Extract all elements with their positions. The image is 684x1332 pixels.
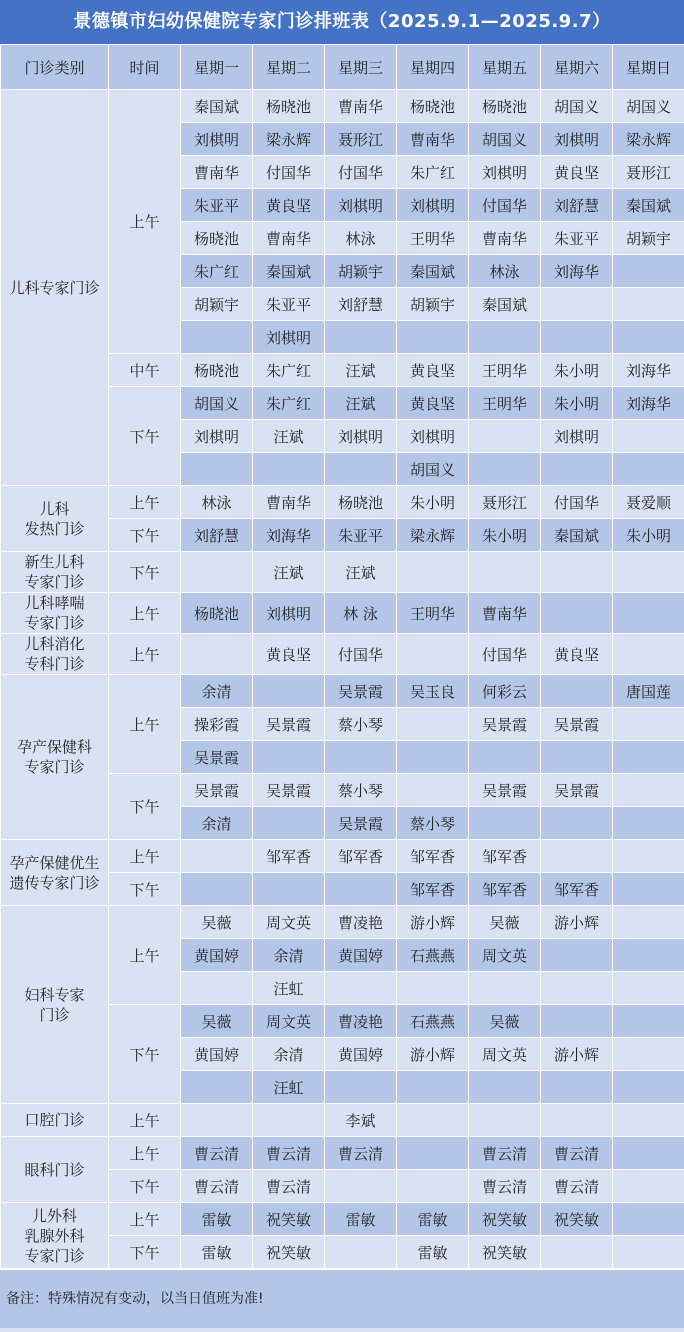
- doctor-cell: 胡国义: [613, 90, 684, 123]
- doctor-cell: [469, 420, 541, 453]
- doctor-cell: [541, 939, 613, 972]
- doctor-cell: 秦国斌: [253, 255, 325, 288]
- doctor-cell: 林 泳: [325, 593, 397, 634]
- doctor-cell: 祝笑敏: [469, 1203, 541, 1236]
- doctor-cell: 秦国斌: [541, 519, 613, 552]
- doctor-cell: 刘棋明: [541, 420, 613, 453]
- doctor-cell: [325, 873, 397, 906]
- time-cell: 上午: [109, 840, 181, 873]
- doctor-cell: 余清: [181, 807, 253, 840]
- category-cell: 儿科专家门诊: [1, 90, 109, 486]
- doctor-cell: 曹云清: [253, 1170, 325, 1203]
- doctor-cell: 刘海华: [613, 354, 684, 387]
- doctor-cell: [613, 453, 684, 486]
- doctor-cell: [613, 321, 684, 354]
- doctor-cell: 胡颖宇: [613, 222, 684, 255]
- doctor-cell: [613, 741, 684, 774]
- doctor-cell: [613, 634, 684, 675]
- doctor-cell: [613, 906, 684, 939]
- time-cell: 下午: [109, 552, 181, 593]
- category-cell: 儿科消化 专科门诊: [1, 634, 109, 675]
- doctor-cell: 吴薇: [181, 906, 253, 939]
- doctor-cell: 曹南华: [253, 222, 325, 255]
- doctor-cell: 胡国义: [397, 453, 469, 486]
- page-title: 景德镇市妇幼保健院专家门诊排班表（2025.9.1—2025.9.7）: [0, 0, 684, 44]
- time-cell: 下午: [109, 873, 181, 906]
- doctor-cell: 石燕燕: [397, 939, 469, 972]
- doctor-cell: [613, 1071, 684, 1104]
- doctor-cell: [325, 1236, 397, 1269]
- category-cell: 孕产保健优生 遗传专家门诊: [1, 840, 109, 906]
- header-category: 门诊类别: [1, 45, 109, 90]
- doctor-cell: [541, 972, 613, 1005]
- header-time: 时间: [109, 45, 181, 90]
- doctor-cell: [613, 255, 684, 288]
- doctor-cell: [613, 807, 684, 840]
- doctor-cell: [469, 453, 541, 486]
- category-cell: 口腔门诊: [1, 1104, 109, 1137]
- doctor-cell: 杨晓池: [325, 486, 397, 519]
- doctor-cell: 曹凌艳: [325, 1005, 397, 1038]
- doctor-cell: 杨晓池: [253, 90, 325, 123]
- doctor-cell: 吴景霞: [469, 774, 541, 807]
- doctor-cell: 吴景霞: [253, 774, 325, 807]
- time-cell: 下午: [109, 387, 181, 486]
- doctor-cell: [253, 1104, 325, 1137]
- doctor-cell: [181, 634, 253, 675]
- category-cell: 孕产保健科 专家门诊: [1, 675, 109, 840]
- doctor-cell: 黄国婷: [325, 939, 397, 972]
- category-cell: 儿科哮喘 专家门诊: [1, 593, 109, 634]
- doctor-cell: 汪斌: [325, 552, 397, 593]
- doctor-cell: [613, 1236, 684, 1269]
- doctor-cell: 林泳: [469, 255, 541, 288]
- doctor-cell: 蔡小琴: [325, 708, 397, 741]
- table-row: [1, 1137, 684, 1170]
- doctor-cell: [541, 288, 613, 321]
- doctor-cell: [325, 741, 397, 774]
- doctor-cell: 邹军香: [541, 873, 613, 906]
- time-cell: 中午: [109, 354, 181, 387]
- doctor-cell: 刘棋明: [325, 420, 397, 453]
- doctor-cell: 曹南华: [469, 593, 541, 634]
- time-cell: 下午: [109, 1005, 181, 1104]
- doctor-cell: 付国华: [325, 634, 397, 675]
- doctor-cell: 刘棋明: [397, 420, 469, 453]
- doctor-cell: 杨晓池: [397, 90, 469, 123]
- doctor-cell: 林泳: [325, 222, 397, 255]
- doctor-cell: 朱亚平: [253, 288, 325, 321]
- doctor-cell: 刘棋明: [181, 420, 253, 453]
- doctor-cell: [613, 1203, 684, 1236]
- header-monday: 星期一: [181, 45, 253, 90]
- doctor-cell: [613, 1170, 684, 1203]
- doctor-cell: [397, 1137, 469, 1170]
- doctor-cell: 汪斌: [325, 354, 397, 387]
- doctor-cell: [397, 634, 469, 675]
- doctor-cell: 聂爱顺: [613, 486, 684, 519]
- doctor-cell: 邹军香: [397, 873, 469, 906]
- doctor-cell: 黄良坚: [397, 387, 469, 420]
- doctor-cell: [613, 593, 684, 634]
- doctor-cell: 杨晓池: [469, 90, 541, 123]
- doctor-cell: 王明华: [397, 222, 469, 255]
- doctor-cell: 刘棋明: [325, 189, 397, 222]
- doctor-cell: 黄良坚: [253, 189, 325, 222]
- doctor-cell: 曹凌艳: [325, 906, 397, 939]
- doctor-cell: 吴薇: [469, 906, 541, 939]
- doctor-cell: 游小辉: [397, 906, 469, 939]
- doctor-cell: 秦国斌: [397, 255, 469, 288]
- doctor-cell: 付国华: [325, 156, 397, 189]
- doctor-cell: 胡国义: [541, 90, 613, 123]
- doctor-cell: [469, 807, 541, 840]
- category-cell: 妇科专家 门诊: [1, 906, 109, 1104]
- doctor-cell: [397, 552, 469, 593]
- doctor-cell: 余清: [181, 675, 253, 708]
- doctor-cell: [181, 840, 253, 873]
- doctor-cell: [541, 1236, 613, 1269]
- doctor-cell: [181, 552, 253, 593]
- doctor-cell: 黄良坚: [541, 634, 613, 675]
- doctor-cell: 游小辉: [397, 1038, 469, 1071]
- doctor-cell: 付国华: [253, 156, 325, 189]
- doctor-cell: 曹南华: [253, 486, 325, 519]
- doctor-cell: 曹南华: [181, 156, 253, 189]
- doctor-cell: 吴景霞: [325, 807, 397, 840]
- doctor-cell: [325, 1170, 397, 1203]
- doctor-cell: 周文英: [253, 906, 325, 939]
- doctor-cell: 余清: [253, 1038, 325, 1071]
- doctor-cell: 汪斌: [253, 552, 325, 593]
- doctor-cell: 梁永辉: [613, 123, 684, 156]
- doctor-cell: [613, 774, 684, 807]
- header-wednesday: 星期三: [325, 45, 397, 90]
- doctor-cell: [325, 453, 397, 486]
- doctor-cell: 王明华: [469, 354, 541, 387]
- table-row: [1, 840, 684, 873]
- doctor-cell: 曹南华: [469, 222, 541, 255]
- time-cell: 上午: [109, 675, 181, 774]
- doctor-cell: 曹云清: [469, 1170, 541, 1203]
- time-cell: 下午: [109, 519, 181, 552]
- header-thursday: 星期四: [397, 45, 469, 90]
- doctor-cell: 付国华: [541, 486, 613, 519]
- doctor-cell: [181, 1104, 253, 1137]
- doctor-cell: 刘棋明: [253, 593, 325, 634]
- doctor-cell: 蔡小琴: [325, 774, 397, 807]
- doctor-cell: 曹南华: [397, 123, 469, 156]
- category-cell: 新生儿科 专家门诊: [1, 552, 109, 593]
- table-row: [1, 552, 684, 593]
- doctor-cell: [613, 1104, 684, 1137]
- doctor-cell: 吴景霞: [541, 708, 613, 741]
- doctor-cell: 黄良坚: [397, 354, 469, 387]
- doctor-cell: 黄国婷: [325, 1038, 397, 1071]
- doctor-cell: 曹云清: [181, 1170, 253, 1203]
- doctor-cell: 吴景霞: [181, 741, 253, 774]
- time-cell: 上午: [109, 1203, 181, 1236]
- doctor-cell: [397, 708, 469, 741]
- doctor-cell: [397, 972, 469, 1005]
- doctor-cell: 梁永辉: [397, 519, 469, 552]
- time-cell: 下午: [109, 774, 181, 840]
- doctor-cell: [613, 420, 684, 453]
- doctor-cell: 曹云清: [541, 1137, 613, 1170]
- doctor-cell: [541, 741, 613, 774]
- doctor-cell: [613, 939, 684, 972]
- doctor-cell: [613, 840, 684, 873]
- doctor-cell: 王明华: [397, 593, 469, 634]
- schedule-table: [0, 44, 684, 1269]
- doctor-cell: 聂形江: [613, 156, 684, 189]
- time-cell: 上午: [109, 486, 181, 519]
- doctor-cell: 秦国斌: [613, 189, 684, 222]
- time-cell: 上午: [109, 906, 181, 1005]
- doctor-cell: [613, 552, 684, 593]
- time-cell: 下午: [109, 1236, 181, 1269]
- doctor-cell: 何彩云: [469, 675, 541, 708]
- doctor-cell: 汪斌: [253, 420, 325, 453]
- table-row: [1, 90, 684, 123]
- doctor-cell: 刘海华: [541, 255, 613, 288]
- doctor-cell: 杨晓池: [181, 593, 253, 634]
- doctor-cell: [325, 972, 397, 1005]
- table-row: [1, 634, 684, 675]
- doctor-cell: 刘舒慧: [541, 189, 613, 222]
- footer-note: 备注：特殊情况有变动，以当日值班为准!: [0, 1269, 684, 1328]
- doctor-cell: 游小辉: [541, 906, 613, 939]
- doctor-cell: [541, 1071, 613, 1104]
- doctor-cell: 周文英: [253, 1005, 325, 1038]
- doctor-cell: 祝笑敏: [253, 1236, 325, 1269]
- doctor-cell: [181, 1071, 253, 1104]
- doctor-cell: 朱广红: [253, 387, 325, 420]
- doctor-cell: 朱广红: [397, 156, 469, 189]
- doctor-cell: [181, 453, 253, 486]
- doctor-cell: 付国华: [469, 189, 541, 222]
- doctor-cell: 吴薇: [469, 1005, 541, 1038]
- doctor-cell: [613, 873, 684, 906]
- category-cell: 眼科门诊: [1, 1137, 109, 1203]
- doctor-cell: 黄良坚: [253, 634, 325, 675]
- doctor-cell: [253, 741, 325, 774]
- doctor-cell: 朱小明: [397, 486, 469, 519]
- doctor-cell: 邹军香: [469, 873, 541, 906]
- doctor-cell: [541, 552, 613, 593]
- doctor-cell: 祝笑敏: [541, 1203, 613, 1236]
- doctor-cell: [541, 593, 613, 634]
- time-cell: 上午: [109, 634, 181, 675]
- doctor-cell: 胡颖宇: [325, 255, 397, 288]
- doctor-cell: 胡颖宇: [181, 288, 253, 321]
- doctor-cell: 朱小明: [541, 387, 613, 420]
- doctor-cell: 刘棋明: [469, 156, 541, 189]
- doctor-cell: 吴景霞: [541, 774, 613, 807]
- doctor-cell: 朱小明: [469, 519, 541, 552]
- doctor-cell: 朱小明: [541, 354, 613, 387]
- doctor-cell: 曹云清: [181, 1137, 253, 1170]
- doctor-cell: 曹云清: [541, 1170, 613, 1203]
- doctor-cell: 聂形江: [325, 123, 397, 156]
- category-cell: 儿科 发热门诊: [1, 486, 109, 552]
- doctor-cell: 吴景霞: [325, 675, 397, 708]
- doctor-cell: [613, 1038, 684, 1071]
- doctor-cell: 朱亚平: [325, 519, 397, 552]
- doctor-cell: 邹军香: [469, 840, 541, 873]
- time-cell: 上午: [109, 593, 181, 634]
- doctor-cell: [181, 321, 253, 354]
- doctor-cell: 秦国斌: [469, 288, 541, 321]
- time-cell: 上午: [109, 1137, 181, 1170]
- doctor-cell: 朱广红: [181, 255, 253, 288]
- doctor-cell: 操彩霞: [181, 708, 253, 741]
- doctor-cell: [325, 321, 397, 354]
- time-cell: 上午: [109, 1104, 181, 1137]
- doctor-cell: [397, 321, 469, 354]
- doctor-cell: 刘舒慧: [325, 288, 397, 321]
- doctor-cell: [397, 1104, 469, 1137]
- doctor-cell: [469, 741, 541, 774]
- doctor-cell: 汪斌: [325, 387, 397, 420]
- doctor-cell: [613, 708, 684, 741]
- doctor-cell: [541, 675, 613, 708]
- doctor-cell: 吴景霞: [181, 774, 253, 807]
- header-sunday: 星期日: [613, 45, 684, 90]
- doctor-cell: 胡颖宇: [397, 288, 469, 321]
- doctor-cell: [613, 1137, 684, 1170]
- doctor-cell: 蔡小琴: [397, 807, 469, 840]
- doctor-cell: [541, 807, 613, 840]
- doctor-cell: 石燕燕: [397, 1005, 469, 1038]
- doctor-cell: [613, 288, 684, 321]
- doctor-cell: 雷敏: [397, 1203, 469, 1236]
- table-row: [1, 593, 684, 634]
- doctor-cell: 朱亚平: [181, 189, 253, 222]
- doctor-cell: [181, 873, 253, 906]
- doctor-cell: 周文英: [469, 939, 541, 972]
- doctor-cell: 聂形江: [469, 486, 541, 519]
- doctor-cell: [397, 774, 469, 807]
- doctor-cell: [541, 1005, 613, 1038]
- doctor-cell: 胡国义: [181, 387, 253, 420]
- doctor-cell: 朱亚平: [541, 222, 613, 255]
- doctor-cell: 吴薇: [181, 1005, 253, 1038]
- doctor-cell: [469, 1104, 541, 1137]
- table-row: [1, 486, 684, 519]
- doctor-cell: 祝笑敏: [469, 1236, 541, 1269]
- doctor-cell: [469, 552, 541, 593]
- doctor-cell: 曹云清: [325, 1137, 397, 1170]
- header-friday: 星期五: [469, 45, 541, 90]
- doctor-cell: 汪虹: [253, 972, 325, 1005]
- doctor-cell: 朱小明: [613, 519, 684, 552]
- doctor-cell: 雷敏: [325, 1203, 397, 1236]
- doctor-cell: 雷敏: [397, 1236, 469, 1269]
- doctor-cell: 周文英: [469, 1038, 541, 1071]
- doctor-cell: 邹军香: [397, 840, 469, 873]
- doctor-cell: 李斌: [325, 1104, 397, 1137]
- doctor-cell: 黄国婷: [181, 939, 253, 972]
- doctor-cell: 刘棋明: [181, 123, 253, 156]
- table-row: [1, 1104, 684, 1137]
- doctor-cell: 吴景霞: [253, 708, 325, 741]
- doctor-cell: 曹云清: [253, 1137, 325, 1170]
- doctor-cell: [613, 972, 684, 1005]
- time-cell: 下午: [109, 1170, 181, 1203]
- doctor-cell: 吴玉良: [397, 675, 469, 708]
- doctor-cell: 吴景霞: [469, 708, 541, 741]
- doctor-cell: 刘海华: [253, 519, 325, 552]
- doctor-cell: 刘舒慧: [181, 519, 253, 552]
- doctor-cell: 胡国义: [469, 123, 541, 156]
- category-cell: 儿外科 乳腺外科 专家门诊: [1, 1203, 109, 1269]
- doctor-cell: [541, 1104, 613, 1137]
- doctor-cell: 汪虹: [253, 1071, 325, 1104]
- doctor-cell: 黄良坚: [541, 156, 613, 189]
- doctor-cell: 邹军香: [325, 840, 397, 873]
- doctor-cell: [325, 1071, 397, 1104]
- doctor-cell: 雷敏: [181, 1203, 253, 1236]
- doctor-cell: [397, 1170, 469, 1203]
- time-cell: 上午: [109, 90, 181, 354]
- doctor-cell: 曹南华: [325, 90, 397, 123]
- doctor-cell: 雷敏: [181, 1236, 253, 1269]
- doctor-cell: 刘棋明: [253, 321, 325, 354]
- table-row: [1, 906, 684, 939]
- doctor-cell: 杨晓池: [181, 222, 253, 255]
- doctor-cell: [541, 321, 613, 354]
- doctor-cell: 刘棋明: [397, 189, 469, 222]
- doctor-cell: 黄国婷: [181, 1038, 253, 1071]
- doctor-cell: 曹云清: [469, 1137, 541, 1170]
- doctor-cell: 梁永辉: [253, 123, 325, 156]
- doctor-cell: [541, 840, 613, 873]
- doctor-cell: 余清: [253, 939, 325, 972]
- header-tuesday: 星期二: [253, 45, 325, 90]
- header-row: [1, 45, 684, 90]
- doctor-cell: [397, 741, 469, 774]
- doctor-cell: [253, 675, 325, 708]
- doctor-cell: 祝笑敏: [253, 1203, 325, 1236]
- doctor-cell: [541, 453, 613, 486]
- doctor-cell: [613, 1005, 684, 1038]
- table-row: [1, 675, 684, 708]
- doctor-cell: 王明华: [469, 387, 541, 420]
- doctor-cell: [181, 972, 253, 1005]
- doctor-cell: [253, 807, 325, 840]
- doctor-cell: [253, 453, 325, 486]
- table-row: [1, 1203, 684, 1236]
- header-saturday: 星期六: [541, 45, 613, 90]
- doctor-cell: 刘海华: [613, 387, 684, 420]
- doctor-cell: 唐国莲: [613, 675, 684, 708]
- doctor-cell: 付国华: [469, 634, 541, 675]
- doctor-cell: 刘棋明: [541, 123, 613, 156]
- doctor-cell: [469, 972, 541, 1005]
- doctor-cell: [469, 321, 541, 354]
- doctor-cell: 秦国斌: [181, 90, 253, 123]
- doctor-cell: [253, 873, 325, 906]
- doctor-cell: [397, 1071, 469, 1104]
- doctor-cell: 杨晓池: [181, 354, 253, 387]
- doctor-cell: 游小辉: [541, 1038, 613, 1071]
- doctor-cell: 朱广红: [253, 354, 325, 387]
- doctor-cell: 林泳: [181, 486, 253, 519]
- doctor-cell: [469, 1071, 541, 1104]
- doctor-cell: 邹军香: [253, 840, 325, 873]
